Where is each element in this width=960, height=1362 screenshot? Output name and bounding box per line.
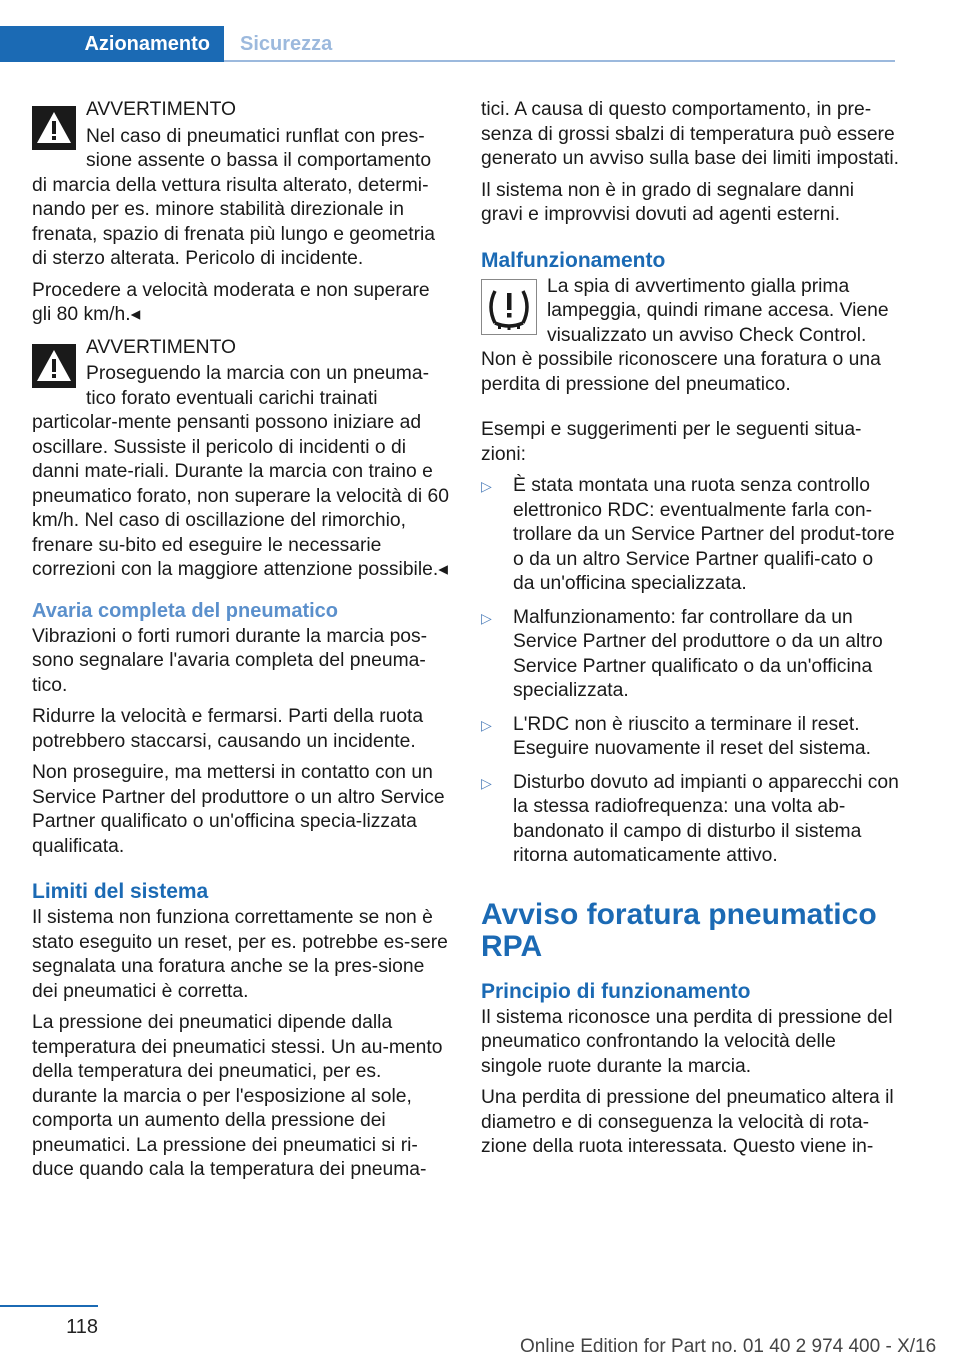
list-item <box>481 713 899 762</box>
warning-trailer <box>32 336 450 583</box>
right-column <box>481 98 899 1167</box>
heading-limiti: Limiti del sistema <box>32 880 209 903</box>
paragraph: La spia di avvertimento gialla prima lampeggia, quindi rimane accesa. Viene visualizzato un avviso Check Control. Non è possibile riconoscere una foratura o una perdita di pressione del pneumatico. <box>481 275 889 395</box>
warning-title: AVVERTIMENTO <box>86 99 236 120</box>
list-item-text: Malfunzionamento: far controllare da un Service Partner del produttore o da un altro Service Partner qualificato o da un'officina specializzata. <box>513 606 883 701</box>
warning-title: AVVERTIMENTO <box>86 336 236 358</box>
warning-triangle-icon <box>32 344 76 388</box>
paragraph: Il sistema non è in grado di segnalare danni gravi e improvvisi dovuti ad agenti esterni. <box>481 179 855 225</box>
list-item <box>481 771 899 869</box>
tire-pressure-warning-icon <box>481 279 537 335</box>
warning-triangle-icon <box>32 106 76 150</box>
warning-text: Procedere a velocità moderata e non superare gli 80 km/h.◂ <box>32 279 430 325</box>
edition-footer: Online Edition for Part no. 01 40 2 974 400 - X/16 <box>520 1336 937 1357</box>
warning-text: Proseguendo la marcia con un pneuma-tico forato eventuali carichi trainati particolar-mente pensanti possono iniziare ad oscillare. Sussiste il pericolo di incidenti o di danni mate-riali. Durante la marcia con traino e pneumatico forato, non superare la velocità di 60 km/h. Nel caso di oscillazione del rimorchio, frenare su-bito ed eseguire le necessarie correzioni con la maggiore attenzione possibile.◂ <box>32 363 449 580</box>
list-item-text: Disturbo dovuto ad impianti o apparecchi con la stessa radiofrequenza: una volta ab-bandonato il campo di disturbo il sistema ritorna automaticamente attivo. <box>513 771 899 866</box>
warning-text: Nel caso di pneumatici runflat con pres-sione assente o bassa il comportamento di marcia della vettura risulta alterato, determi-nando per es. minore stabilità direzionale in frenata, spazio di frenata più lungo e geometria di sterzo alterata. Pericolo di incidente. <box>32 125 436 269</box>
page-number: 118 <box>66 1316 98 1338</box>
tab-sicurezza[interactable]: Sicurezza <box>240 33 333 55</box>
paragraph: tici. A causa di questo comportamento, in pre-senza di grossi sbalzi di temperatura può essere generato un avviso sulla base dei limiti impostati. <box>481 99 899 169</box>
tab-underline <box>224 60 895 62</box>
heading-principio: Principio di funzionamento <box>481 979 751 1003</box>
paragraph: Vibrazioni o forti rumori durante la marcia pos-sono segnalare l'avaria completa del pneuma-tico. <box>32 625 428 696</box>
tab-azionamento[interactable]: Azionamento <box>0 26 224 62</box>
paragraph: La pressione dei pneumatici dipende dalla temperatura dei pneumatici stessi. Un au-mento della temperatura dei pneumatici, per es. durante la marcia o per l'esposizione al sole, comporta un aumento della pressione dei pneumatici. La pressione dei pneumatici si ri-duce quando cala la temperatura dei pneuma- <box>32 1012 443 1180</box>
paragraph: Il sistema non funziona correttamente se non è stato eseguito un reset, per es. potrebbe es-sere segnalata una foratura anche se la pres-sione dei pneumatici è corretta. <box>32 907 448 1002</box>
bullet-triangle-icon: ▷ <box>481 716 492 733</box>
paragraph: Ridurre la velocità e fermarsi. Parti della ruota potrebbero staccarsi, causando un incidente. <box>32 706 424 752</box>
bullet-triangle-icon: ▷ <box>481 774 492 791</box>
malfunction-block <box>481 275 899 405</box>
paragraph: Esempi e suggerimenti per le seguenti situa-zioni: <box>481 419 862 465</box>
list-item <box>481 474 899 597</box>
paragraph: Il sistema riconosce una perdita di pressione del pneumatico confrontando la velocità delle singole ruote durante la marcia. <box>481 1006 893 1077</box>
warning-runflat <box>32 98 450 328</box>
header-tabs <box>0 26 895 62</box>
bullet-triangle-icon: ▷ <box>481 478 492 494</box>
heading-malfunzionamento: Malfunzionamento <box>481 248 666 272</box>
left-column <box>32 98 450 1190</box>
paragraph: Una perdita di pressione del pneumatico altera il diametro e di conseguenza la velocità di rota-zione della ruota interessata. Questo viene in- <box>481 1087 894 1157</box>
heading-rpa: Avviso foratura pneumatico RPA <box>481 897 877 963</box>
paragraph: Non proseguire, ma mettersi in contatto con un Service Partner del produttore o un altro Service Partner qualificato o un'officina specia-lizzata qualificata. <box>32 762 445 857</box>
list-item-text: L'RDC non è riuscito a terminare il reset. Eseguire nuovamente il reset del sistema. <box>513 713 871 759</box>
suggestions-list <box>481 474 899 869</box>
heading-avaria: Avaria completa del pneumatico <box>32 599 339 622</box>
list-item-text: È stata montata una ruota senza controllo elettronico RDC: eventualmente farla con-trollare da un Service Partner del produt-tore o da un altro Service Partner qualifi-cato o da un'officina specializzata. <box>513 475 895 594</box>
list-item <box>481 606 899 704</box>
bullet-triangle-icon: ▷ <box>481 609 492 626</box>
page-number-rule <box>0 1305 98 1307</box>
